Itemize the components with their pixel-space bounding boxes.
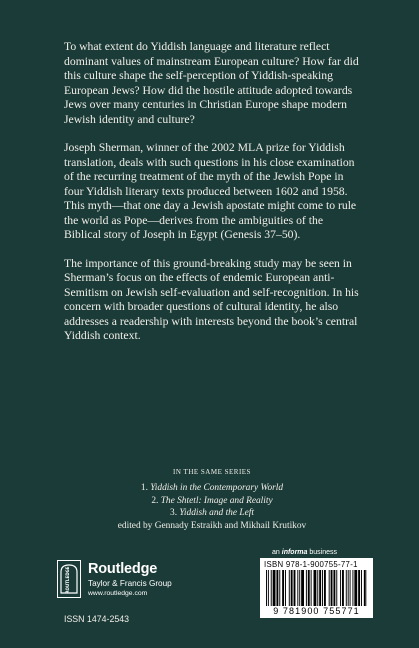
barcode-bar <box>358 570 360 606</box>
barcode-bar <box>291 570 293 606</box>
barcode-isbn: ISBN 978-1-900755-77-1 <box>264 560 358 569</box>
barcode-bar <box>271 570 272 606</box>
series-issn: ISSN 1474-2543 <box>64 614 130 624</box>
barcode-bar <box>354 570 357 606</box>
barcode-bar <box>331 570 333 606</box>
series-item-number: 3. <box>170 508 178 519</box>
informa-brand: informa <box>281 549 308 556</box>
series-editors: edited by Gennady Estraikh and Mikhail Krutikov <box>117 521 307 532</box>
barcode-bar <box>317 570 318 606</box>
barcode-bar <box>308 570 310 606</box>
barcode-bar <box>289 570 290 606</box>
barcode-bar <box>301 570 304 606</box>
barcode-bar <box>352 570 353 606</box>
informa-suffix: business <box>309 549 338 556</box>
barcode-bar <box>346 570 347 606</box>
barcode-bar <box>348 570 349 606</box>
series-item-title: Yiddish and the Left <box>179 508 254 519</box>
series-item-3 <box>64 507 360 520</box>
informa-prefix: an <box>272 549 280 556</box>
barcode-bar <box>297 570 298 606</box>
series-item-title: The Shtetl: Image and Reality <box>160 495 273 506</box>
barcode-bar <box>336 570 337 606</box>
barcode-digits: 9 781900 755771 <box>273 606 360 616</box>
barcode-bar <box>311 570 312 606</box>
barcode-bar <box>333 570 335 606</box>
blurb-paragraph-1: To what extent do Yiddish language and literature reflect dominant values of mainstream European culture? How far did this culture shape the self-perception of Yiddish-speaking European Jews? How did the hostile attitude adopted towards Jews over many centuries in Christian Europe shape modern Jewish identity and culture? <box>64 40 359 126</box>
barcode-bar <box>319 570 321 606</box>
barcode-bar <box>322 570 323 606</box>
publisher-url: www.routledge.com <box>88 590 148 597</box>
barcode-bar <box>364 570 366 606</box>
barcode-bar <box>350 570 351 606</box>
barcode-bar <box>329 570 330 606</box>
barcode-bar <box>276 570 278 606</box>
logo-text: ROUTLEDGE <box>65 566 70 594</box>
informa-tagline <box>272 549 337 556</box>
barcode-bar <box>306 570 307 606</box>
barcode-bar <box>299 570 300 606</box>
barcode-bar <box>294 570 296 606</box>
publisher-group: Taylor & Francis Group <box>88 579 172 588</box>
blurb-paragraph-2: Joseph Sherman, winner of the 2002 MLA prize for Yiddish translation, deals with such questions in his close examination of the recurring treatment of the myth of the Jewish Pope in four Yiddish literary texts produced between 1602 and 1958. This myth—that one day a Jewish apostate might come to rule the world as Pope—derives from the ambiguities of the Biblical story of Joseph in Egypt (Genesis 37–50). <box>64 141 357 241</box>
series-item-title: Yiddish in the Contemporary World <box>150 482 284 493</box>
blurb-paragraph-3: The importance of this ground-breaking study may be seen in Sherman’s focus on the effects of endemic European anti-Semitism on Jewish self-evaluation and self-recognition. In his concern with broader questions of cultural identity, he also addresses a readership with interests beyond the book’s central Yiddish context. <box>64 256 359 342</box>
series-item-number: 1. <box>140 482 148 493</box>
routledge-logo-icon <box>57 560 81 598</box>
publisher-name: Routledge <box>88 561 158 577</box>
barcode-bar <box>340 570 341 606</box>
blurb <box>64 40 360 358</box>
publisher-block <box>57 560 257 602</box>
barcode-bar <box>273 570 276 606</box>
barcode-box <box>260 558 373 618</box>
barcode-bar <box>266 570 267 606</box>
series-list <box>64 466 360 533</box>
series-item-2 <box>64 495 360 508</box>
barcode-bar <box>342 570 344 606</box>
barcode-icon <box>266 570 367 606</box>
barcode-bar <box>285 570 286 606</box>
barcode-bar <box>324 570 326 606</box>
barcode-bar <box>279 570 280 606</box>
barcode-bar <box>268 570 269 606</box>
series-item-1 <box>64 482 360 495</box>
barcode-bar <box>361 570 362 606</box>
series-heading: IN THE SAME SERIES <box>173 468 251 476</box>
barcode-bar <box>314 570 317 606</box>
series-item-number: 2. <box>151 495 159 506</box>
barcode-bar <box>282 570 284 606</box>
